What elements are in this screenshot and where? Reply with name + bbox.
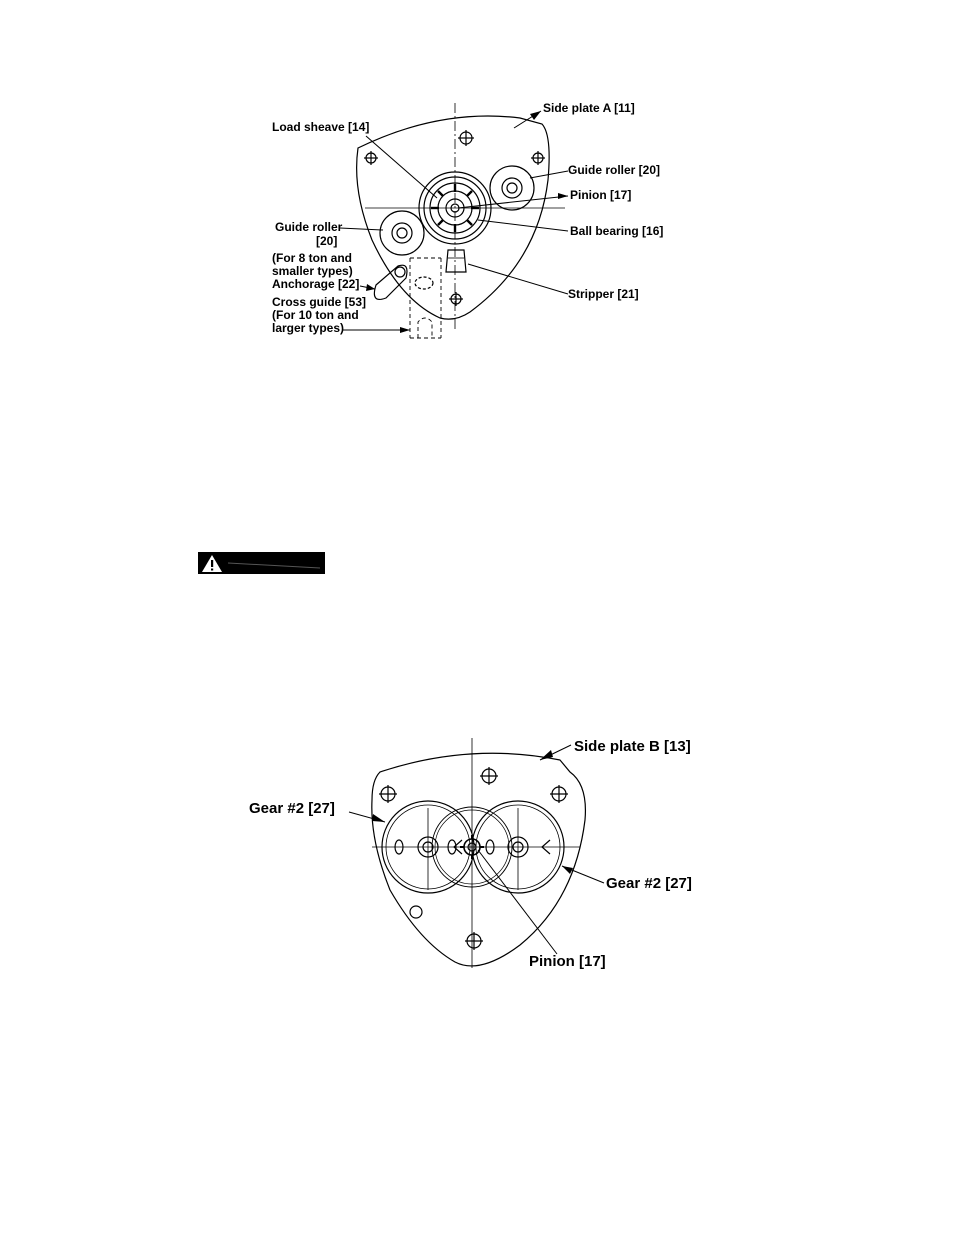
- label-load-sheave: Load sheave [14]: [272, 120, 370, 134]
- label-note-large-types-2: larger types): [272, 321, 345, 335]
- label-guide-roller-left: Guide roller: [275, 220, 343, 234]
- label-cross-guide: Cross guide [53]: [272, 295, 367, 309]
- label-anchorage: Anchorage [22]: [272, 277, 360, 291]
- label-guide-roller-left-number: [20]: [316, 234, 338, 248]
- label-note-large-types-1: (For 10 ton and: [272, 308, 359, 322]
- label-note-small-types-2: smaller types): [272, 264, 353, 278]
- bolt-hole-b-top-center: [480, 767, 498, 785]
- bolt-hole-b-right: [550, 785, 568, 803]
- bolt-hole-b-bottom: [465, 932, 483, 950]
- label-pinion-b: Pinion [17]: [529, 953, 606, 970]
- label-guide-roller-right: Guide roller [20]: [568, 163, 661, 177]
- label-gear-left: Gear #2 [27]: [249, 800, 335, 817]
- label-note-small-types-1: (For 8 ton and: [272, 251, 352, 265]
- label-stripper: Stripper [21]: [568, 287, 639, 301]
- label-gear-right: Gear #2 [27]: [606, 875, 692, 892]
- bolt-hole-b-left: [379, 785, 397, 803]
- label-side-plate-a: Side plate A [11]: [543, 101, 635, 115]
- label-ball-bearing: Ball bearing [16]: [570, 224, 664, 238]
- side-plate-b-outline: [372, 753, 586, 966]
- plain-hole-b: [410, 906, 422, 918]
- label-pinion-a: Pinion [17]: [570, 188, 632, 202]
- label-side-plate-b: Side plate B [13]: [574, 738, 691, 755]
